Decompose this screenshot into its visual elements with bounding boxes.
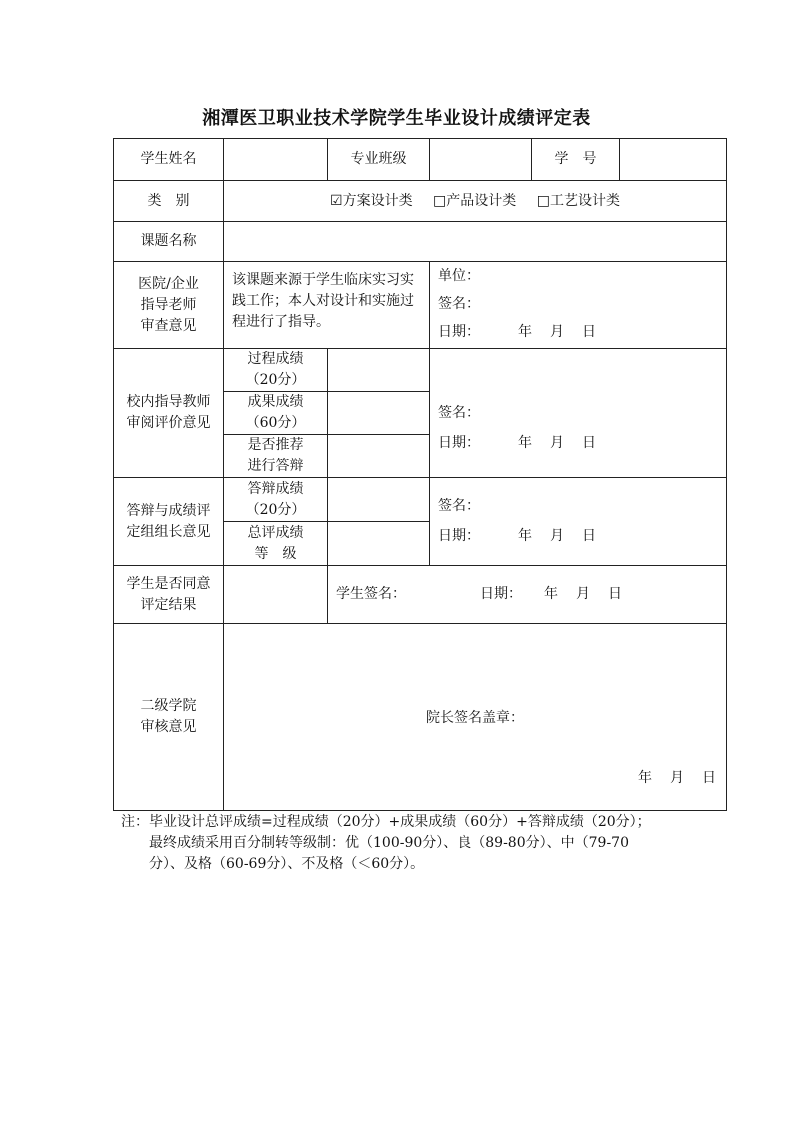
category-options xyxy=(224,181,727,222)
student-agree-field[interactable] xyxy=(224,566,328,624)
dean-signature-label: 院长签名盖章： xyxy=(426,710,524,726)
student-id-label: 学 号 xyxy=(532,139,620,181)
hospital-opinion-text: 该课题来源于学生临床实习实践工作；本人对设计和实施过程进行了指导。 xyxy=(224,262,430,349)
student-name-label: 学生姓名 xyxy=(114,139,224,181)
day-label: 日 xyxy=(582,528,596,544)
defense-score-field[interactable] xyxy=(328,478,430,522)
defense-score-label: 答辩成绩 （20分） xyxy=(224,478,328,522)
school-review-label: 校内指导教师 审阅评价意见 xyxy=(114,349,224,478)
topic-label: 课题名称 xyxy=(114,222,224,262)
category-option-process[interactable]: □工艺设计类 xyxy=(536,192,620,209)
form-title: 湘潭医卫职业技术学院学生毕业设计成绩评定表 xyxy=(202,108,591,129)
year-label: 年 xyxy=(518,528,532,544)
category-option-product[interactable]: □产品设计类 xyxy=(433,192,517,209)
year-label: 年 xyxy=(518,324,532,340)
year-label: 年 xyxy=(544,586,558,602)
category-label: 类 别 xyxy=(114,181,224,222)
class-field[interactable] xyxy=(430,139,532,181)
checkbox-icon: □ xyxy=(433,192,447,209)
total-grade-label: 总评成绩 等 级 xyxy=(224,522,328,566)
college-review-block xyxy=(224,624,727,811)
date-label: 日期： xyxy=(438,528,480,544)
result-score-field[interactable] xyxy=(328,392,430,435)
day-label: 日 xyxy=(582,434,596,451)
defense-review-label: 答辩与成绩评 定组组长意见 xyxy=(114,478,224,566)
topic-field[interactable] xyxy=(224,222,727,262)
recommend-defense-label: 是否推荐 进行答辩 xyxy=(224,435,328,478)
process-score-field[interactable] xyxy=(328,349,430,392)
signature-label: 签名： xyxy=(438,404,480,421)
footnote xyxy=(121,812,651,875)
date-label: 日期： xyxy=(480,586,522,602)
student-id-field[interactable] xyxy=(620,139,727,181)
year-label: 年 xyxy=(638,770,652,786)
grade-form-table xyxy=(113,138,727,811)
signature-label: 签名： xyxy=(438,296,480,312)
defense-signature-block xyxy=(430,478,727,566)
day-label: 日 xyxy=(702,770,716,786)
month-label: 月 xyxy=(550,324,564,340)
student-name-field[interactable] xyxy=(224,139,328,181)
day-label: 日 xyxy=(608,586,622,602)
unit-label: 单位： xyxy=(438,268,480,284)
date-label: 日期： xyxy=(438,434,480,451)
category-option-scheme[interactable]: ☑方案设计类 xyxy=(330,192,413,209)
college-review-label: 二级学院 审核意见 xyxy=(114,624,224,811)
college-date xyxy=(620,768,716,789)
school-signature-block xyxy=(430,349,727,478)
checkbox-icon: □ xyxy=(536,192,550,209)
process-score-label: 过程成绩 （20分） xyxy=(224,349,328,392)
hospital-review-label: 医院/企业 指导老师 审查意见 xyxy=(114,262,224,349)
month-label: 月 xyxy=(550,434,564,451)
class-label: 专业班级 xyxy=(328,139,430,181)
student-signature-block xyxy=(328,566,727,624)
month-label: 月 xyxy=(550,528,564,544)
result-score-label: 成果成绩 （60分） xyxy=(224,392,328,435)
footnote-line-3: 分）、及格（60-69分）、不及格（＜60分）。 xyxy=(149,856,425,872)
month-label: 月 xyxy=(670,770,684,786)
checkbox-checked-icon: ☑ xyxy=(330,192,343,209)
student-signature-label: 学生签名： xyxy=(336,586,406,602)
hospital-signature-block xyxy=(430,262,727,349)
signature-label: 签名： xyxy=(438,498,480,514)
total-grade-field[interactable] xyxy=(328,522,430,566)
footnote-line-2: 最终成绩采用百分制转等级制：优（100-90分）、良（89-80分）、中（79-70 xyxy=(149,835,629,851)
year-label: 年 xyxy=(518,434,532,451)
month-label: 月 xyxy=(576,586,590,602)
date-label: 日期： xyxy=(438,324,480,340)
recommend-defense-field[interactable] xyxy=(328,435,430,478)
footnote-line-1: 注：毕业设计总评成绩=过程成绩（20分）+成果成绩（60分）+答辩成绩（20分）； xyxy=(121,814,651,830)
student-agree-label: 学生是否同意 评定结果 xyxy=(114,566,224,624)
day-label: 日 xyxy=(582,324,596,340)
